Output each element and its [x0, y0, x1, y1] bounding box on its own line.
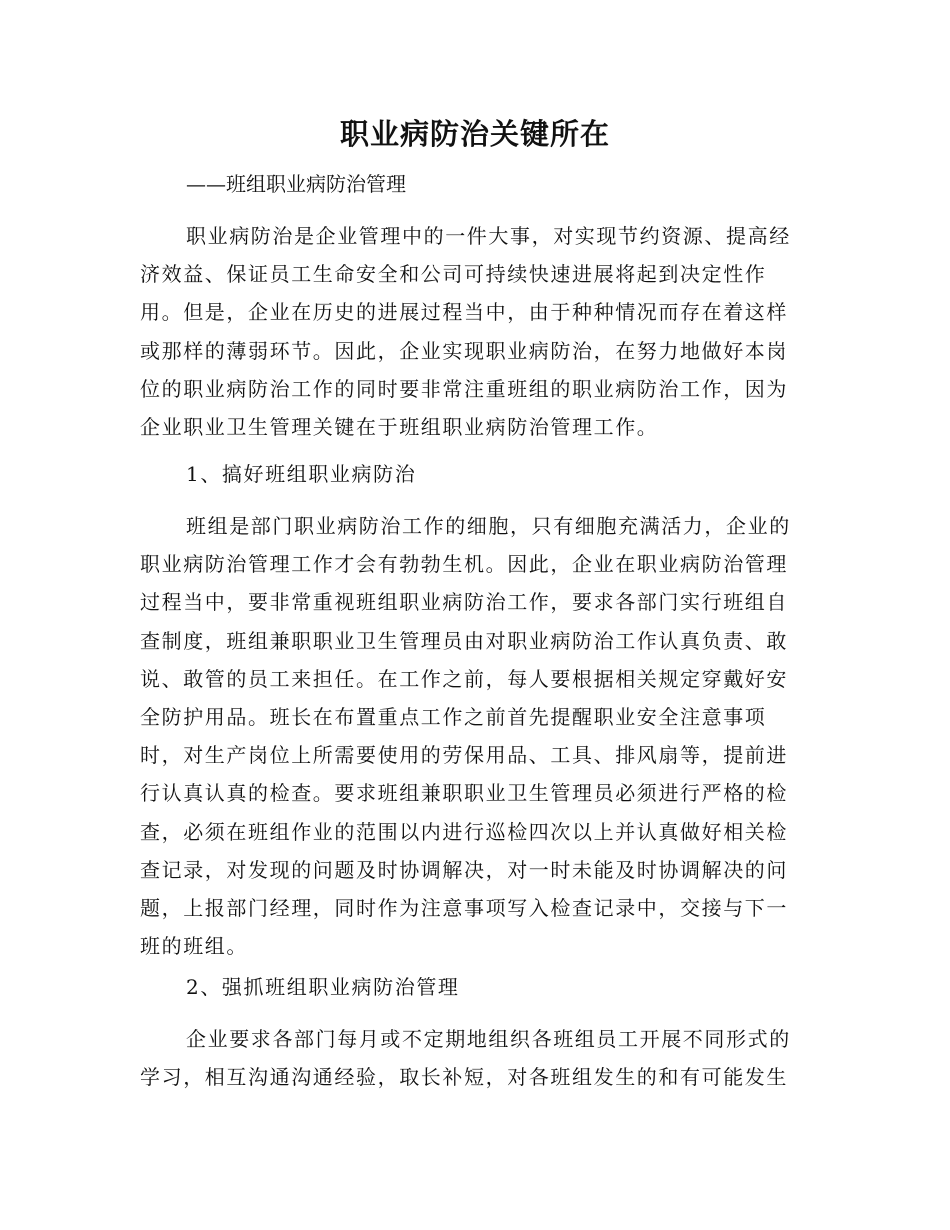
section2-paragraph [140, 1020, 800, 1096]
section1-paragraph [140, 507, 800, 965]
section-heading-1: 1、搞好班组职业病防治 [186, 462, 417, 486]
paragraph-line: 说、敢管的员工来担任。在工作之前，每人要根据相关规定穿戴好安 [140, 666, 788, 691]
document-title: 职业病防治关键所在 [339, 117, 610, 151]
paragraph-line: 用。但是，企业在历史的进展过程当中，由于种种情况而存在着这样 [140, 300, 788, 325]
section-heading-2: 2、强抓班组职业病防治管理 [186, 975, 460, 999]
paragraph-line: 时，对生产岗位上所需要使用的劳保用品、工具、排风扇等，提前进 [140, 743, 788, 768]
paragraph-line: 全防护用品。班长在布置重点工作之前首先提醒职业安全注意事项 [140, 704, 767, 729]
paragraph-line: 位的职业病防治工作的同时要非常注重班组的职业病防治工作，因为 [140, 376, 788, 401]
paragraph-line: 过程当中，要非常重视班组职业病防治工作，要求各部门实行班组自 [140, 590, 788, 615]
paragraph-line: 学习，相互沟通沟通经验，取长补短，对各班组发生的和有可能发生 [140, 1065, 788, 1090]
paragraph-line: 或那样的薄弱环节。因此，企业实现职业病防治，在努力地做好本岗 [140, 338, 788, 363]
paragraph-line: 职业病防治是企业管理中的一件大事，对实现节约资源、提高经 [186, 224, 791, 248]
paragraph-line: 企业要求各部门每月或不定期地组织各班组员工开展不同形式的 [186, 1027, 791, 1051]
paragraph-line: 查，必须在班组作业的范围以内进行巡检四次以上并认真做好相关检 [140, 819, 788, 844]
paragraph-line: 题，上报部门经理，同时作为注意事项写入检查记录中，交接与下一 [140, 895, 788, 920]
document-subtitle: ——班组职业病防治管理 [186, 172, 406, 196]
paragraph-line: 班组是部门职业病防治工作的细胞，只有细胞充满活力，企业的 [186, 514, 791, 538]
paragraph-line: 查制度，班组兼职职业卫生管理员由对职业病防治工作认真负责、敢 [140, 628, 788, 653]
paragraph-line: 济效益、保证员工生命安全和公司可持续快速进展将起到决定性作 [140, 262, 767, 287]
paragraph-line: 企业职业卫生管理关键在于班组职业病防治管理工作。 [140, 414, 659, 439]
intro-paragraph [140, 217, 800, 446]
paragraph-line: 班的班组。 [140, 934, 248, 959]
paragraph-line: 查记录，对发现的问题及时协调解决，对一时未能及时协调解决的问 [140, 857, 788, 882]
paragraph-line: 职业病防治管理工作才会有勃勃生机。因此，企业在职业病防治管理 [140, 552, 788, 577]
paragraph-line: 行认真认真的检查。要求班组兼职职业卫生管理员必须进行严格的检 [140, 781, 788, 806]
